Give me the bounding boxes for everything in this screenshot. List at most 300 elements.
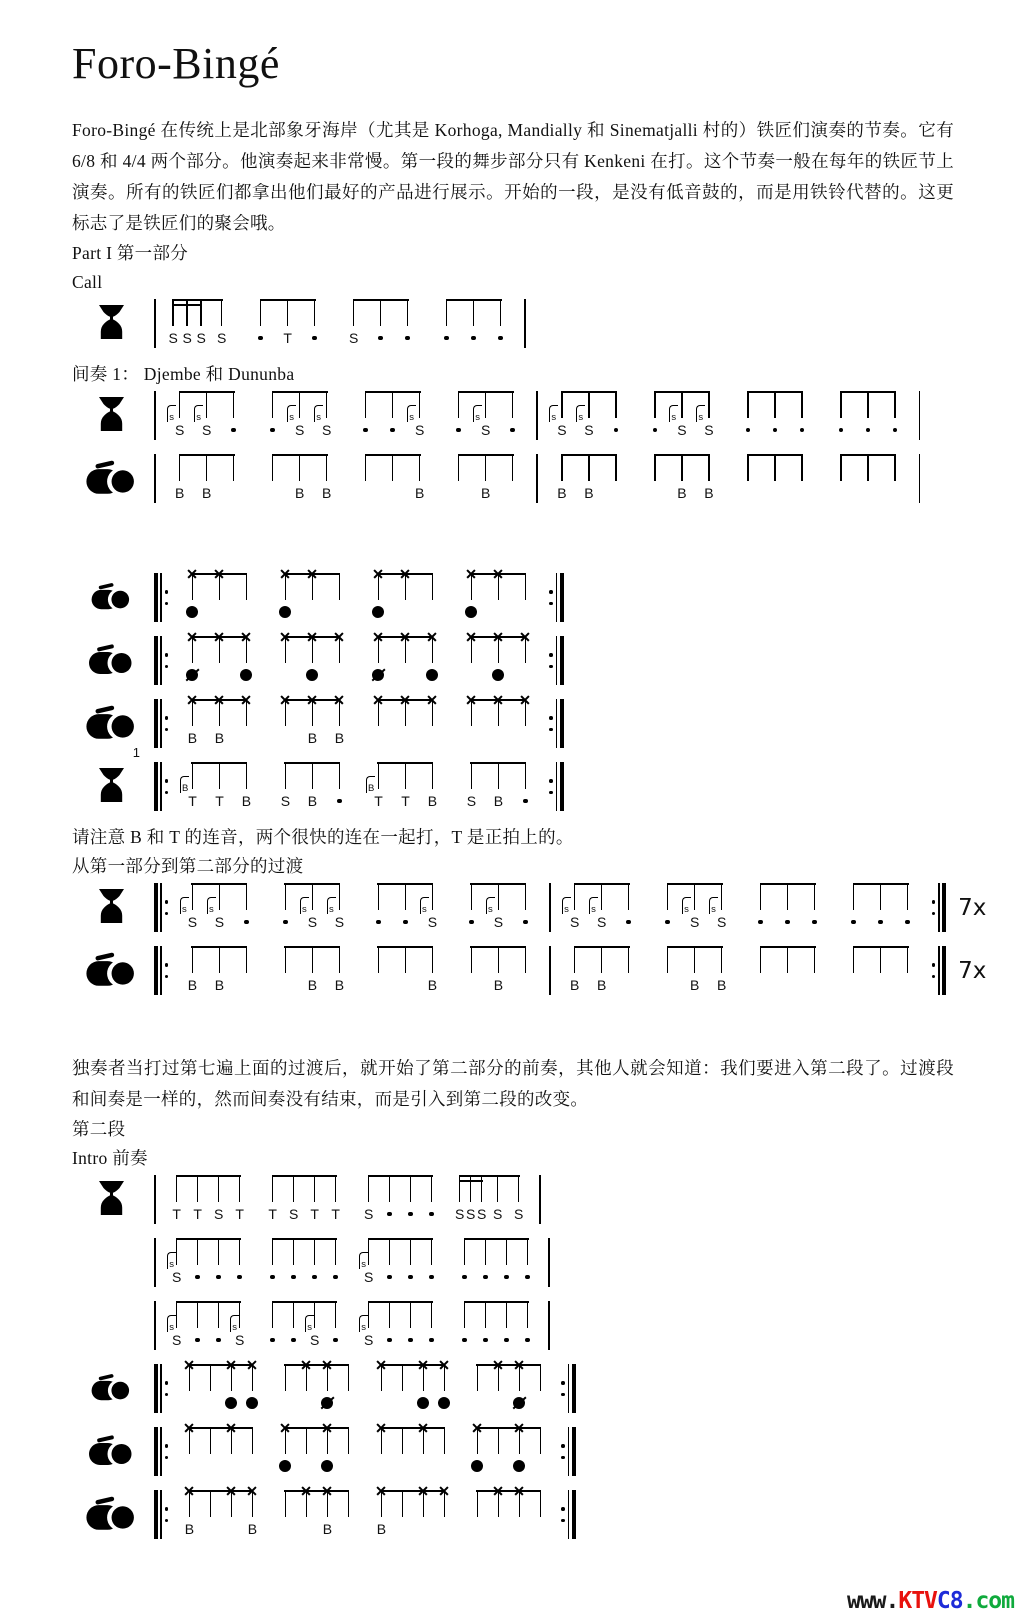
stemarea xyxy=(761,391,788,418)
sym: S xyxy=(493,1206,503,1222)
rdot xyxy=(165,963,169,967)
stemarea xyxy=(827,391,854,418)
restdot xyxy=(216,1275,221,1280)
bell-x-mark xyxy=(280,694,291,705)
grp xyxy=(548,454,629,503)
sym xyxy=(438,1393,450,1413)
stemarea xyxy=(179,762,206,794)
restdot xyxy=(429,1338,434,1343)
grp xyxy=(275,1427,359,1476)
sym xyxy=(363,420,368,440)
sym xyxy=(405,328,410,348)
sym xyxy=(800,420,805,440)
cell xyxy=(512,946,539,995)
bline xyxy=(560,699,564,748)
cell xyxy=(304,1301,325,1350)
stemarea xyxy=(788,391,815,418)
cell xyxy=(708,946,735,995)
stem xyxy=(239,1301,241,1328)
stem xyxy=(368,1238,370,1265)
cell xyxy=(413,1364,434,1413)
bline xyxy=(556,762,558,811)
cell xyxy=(286,391,313,440)
grp xyxy=(166,391,247,440)
bell-x-mark xyxy=(307,631,318,642)
grp xyxy=(458,946,539,995)
sym xyxy=(333,1330,338,1350)
stem xyxy=(339,762,341,789)
cell xyxy=(365,883,392,932)
cell xyxy=(487,299,514,348)
sangban-drum-icon-glyph xyxy=(88,642,134,676)
cell xyxy=(301,299,328,348)
barwrap xyxy=(153,1490,170,1539)
stemarea xyxy=(530,1427,551,1454)
bline xyxy=(942,946,946,995)
djembe-icon-glyph xyxy=(98,396,125,432)
bell-x-mark xyxy=(493,694,504,705)
stemarea xyxy=(317,1364,338,1391)
bline xyxy=(154,699,158,748)
stem xyxy=(458,454,460,481)
notation-row-sangban_44 xyxy=(72,1425,954,1488)
music xyxy=(150,1301,554,1350)
cell xyxy=(206,946,233,995)
stemarea xyxy=(458,573,485,600)
stem xyxy=(540,1490,542,1517)
stem xyxy=(312,762,314,789)
sym: S xyxy=(310,1332,320,1348)
slashbar xyxy=(513,1397,527,1410)
stem xyxy=(285,762,287,789)
stem xyxy=(721,946,723,973)
circ xyxy=(492,669,504,681)
bell-x-mark xyxy=(214,568,225,579)
bell-x-mark xyxy=(493,1485,504,1496)
cell xyxy=(454,1301,475,1350)
grp xyxy=(262,1175,346,1224)
grp xyxy=(365,573,446,622)
stem xyxy=(681,391,683,418)
stem xyxy=(272,454,274,481)
dununba-drum-icon-glyph xyxy=(85,703,137,741)
sym: T xyxy=(188,793,197,809)
stemarea xyxy=(496,1238,517,1265)
stemarea xyxy=(247,299,274,326)
cell xyxy=(262,1301,283,1350)
rdot xyxy=(165,665,169,669)
restdot xyxy=(800,428,805,433)
cell xyxy=(193,454,220,503)
sym xyxy=(462,1330,467,1350)
stemarea xyxy=(400,1301,421,1328)
circ xyxy=(240,669,252,681)
grp xyxy=(467,1364,551,1413)
stemarea xyxy=(275,1490,296,1517)
stem xyxy=(907,946,909,973)
watermark-segment: KTV xyxy=(898,1588,937,1614)
bell-x-mark xyxy=(214,631,225,642)
cell xyxy=(508,1175,529,1224)
cell xyxy=(561,883,588,932)
stemarea xyxy=(262,1238,283,1265)
cell xyxy=(512,573,539,622)
intro-paragraph: Foro-Bingé 在传统上是北部象牙海岸（尤其是 Korhoga, Mandially 和 Sinematjalli 村的）铁匠们演奏的节奏。它有 6/8 和 4/4 两个部分。他演奏起来非常慢。第一段的舞步部分只有 Kenkeni 在打。这个节奏一般在每年的铁匠节上演奏。所有的铁匠们都拿出他们最好的产品进行展示。开始的一段，是没有低音鼓的，而是用铁铃代替的。这更标志了是铁匠们的聚会哦。 xyxy=(72,120,954,233)
cell xyxy=(206,573,233,622)
stemarea xyxy=(421,1175,442,1202)
stem xyxy=(348,1364,350,1391)
dunun-m-drum-icon xyxy=(72,634,150,684)
cell xyxy=(220,454,247,503)
stemarea xyxy=(325,1238,346,1265)
grace-note: s xyxy=(327,897,336,914)
restdot xyxy=(387,1275,392,1280)
djembe-icon xyxy=(72,1173,150,1223)
sym: B xyxy=(493,977,504,993)
notation-row-interlude_dunun xyxy=(72,452,954,515)
cell xyxy=(187,1301,208,1350)
bline xyxy=(154,1427,158,1476)
note-text: 请注意 B 和 T 的连音，两个很快的连在一起打，T 是正拍上的。 xyxy=(72,827,574,847)
stem xyxy=(840,391,842,418)
sym: B xyxy=(322,1521,333,1537)
stemarea xyxy=(272,883,299,910)
stem xyxy=(432,883,434,910)
stemarea xyxy=(512,762,539,789)
sym xyxy=(626,912,631,932)
stemarea xyxy=(421,1301,442,1328)
rdot xyxy=(549,602,553,606)
restdot xyxy=(746,428,751,433)
restdot xyxy=(291,1275,296,1280)
stemarea xyxy=(512,699,539,726)
rdots xyxy=(165,1427,169,1476)
stemarea xyxy=(326,946,353,973)
stem xyxy=(285,883,287,910)
cell xyxy=(434,1490,455,1539)
cell xyxy=(530,1364,551,1413)
sym xyxy=(492,665,504,685)
sym: T xyxy=(310,1206,319,1222)
stem xyxy=(853,946,855,973)
cell xyxy=(272,636,299,685)
stem xyxy=(431,1175,433,1202)
stem xyxy=(218,1175,220,1202)
sym: T xyxy=(374,793,383,809)
stem xyxy=(378,883,380,910)
circ xyxy=(246,1397,258,1409)
notation-row-sangban_68 xyxy=(72,634,954,697)
restdot xyxy=(363,428,368,433)
barwrap xyxy=(930,946,947,995)
stemarea xyxy=(392,699,419,726)
stem xyxy=(410,1175,412,1202)
grp xyxy=(734,454,815,503)
sym xyxy=(525,1267,530,1287)
rdot xyxy=(165,1393,169,1397)
stem xyxy=(339,573,341,600)
stemarea xyxy=(206,946,233,973)
cell xyxy=(774,946,801,995)
stemarea xyxy=(221,1490,242,1517)
cell xyxy=(454,1238,475,1287)
restdot xyxy=(812,920,817,925)
bline xyxy=(160,946,162,995)
grp xyxy=(275,1490,359,1539)
bline xyxy=(154,636,158,685)
cell xyxy=(206,883,233,932)
stemarea xyxy=(206,573,233,600)
grace-note: s xyxy=(287,405,296,422)
notation-line-transition-djembe xyxy=(72,881,987,944)
restdot xyxy=(471,336,476,341)
cell xyxy=(206,762,233,811)
cell xyxy=(788,454,815,503)
sym xyxy=(665,912,670,932)
sym: T xyxy=(193,1206,202,1222)
stemarea xyxy=(747,946,774,973)
cell xyxy=(379,391,406,440)
bline xyxy=(160,883,162,932)
music xyxy=(150,1364,580,1413)
sym: B xyxy=(334,730,345,746)
stem xyxy=(747,454,749,481)
cell xyxy=(867,946,894,995)
rdot xyxy=(165,779,169,783)
stem xyxy=(444,1427,446,1454)
bline xyxy=(556,636,558,685)
restdot xyxy=(758,920,763,925)
sym xyxy=(498,328,503,348)
rdot xyxy=(561,1519,565,1523)
cell xyxy=(485,636,512,685)
cell xyxy=(208,1301,229,1350)
sym: B xyxy=(247,1521,258,1537)
cell xyxy=(313,391,340,440)
cell xyxy=(326,573,353,622)
stemarea xyxy=(548,391,575,423)
cell xyxy=(317,1364,338,1413)
bline xyxy=(938,883,940,932)
stemarea xyxy=(413,1427,434,1454)
bell-x-mark xyxy=(427,694,438,705)
cell xyxy=(392,573,419,622)
grp xyxy=(641,454,722,503)
stemarea xyxy=(548,454,575,481)
djembe-icon-glyph xyxy=(98,304,125,340)
barwrap xyxy=(548,573,565,622)
stemarea xyxy=(668,454,695,481)
cell xyxy=(530,1427,551,1476)
cell xyxy=(275,1364,296,1413)
rdots xyxy=(165,699,169,748)
stemarea xyxy=(445,454,472,481)
rdot xyxy=(165,653,169,657)
bline xyxy=(572,1427,576,1476)
notation-row-djembe1_68 xyxy=(72,745,954,823)
cell xyxy=(272,883,299,932)
stem xyxy=(471,883,473,910)
stem xyxy=(708,454,710,481)
sym xyxy=(905,912,910,932)
grace-note: s xyxy=(359,1252,368,1269)
stemarea xyxy=(274,299,301,326)
stem xyxy=(774,391,776,418)
stem xyxy=(512,391,514,418)
transition-label: 从第一部分到第二部分的过渡 xyxy=(72,856,304,876)
rdot xyxy=(561,1507,565,1511)
sym: B xyxy=(307,793,318,809)
music xyxy=(150,299,530,348)
stemarea xyxy=(242,1364,263,1391)
stem xyxy=(527,1238,529,1265)
cell xyxy=(894,883,921,932)
stem xyxy=(506,1301,508,1328)
sym xyxy=(471,328,476,348)
watermark xyxy=(847,1588,1014,1614)
restdot xyxy=(851,920,856,925)
rdot xyxy=(165,590,169,594)
stemarea xyxy=(512,636,539,663)
grace-note: B xyxy=(180,776,189,793)
stemarea xyxy=(206,883,233,915)
cell xyxy=(761,454,788,503)
cell xyxy=(286,454,313,503)
bline xyxy=(568,1364,570,1413)
dunun-l-drum-icon xyxy=(72,452,150,502)
cell xyxy=(304,1238,325,1287)
sym: T xyxy=(283,330,292,346)
stem xyxy=(407,299,409,326)
music xyxy=(150,762,568,811)
muted-circle xyxy=(186,669,198,681)
stem xyxy=(314,1301,316,1328)
stemarea xyxy=(654,883,681,910)
sym xyxy=(195,1330,200,1350)
cell xyxy=(179,1364,200,1413)
cell xyxy=(180,299,194,348)
stem xyxy=(628,946,630,973)
circ xyxy=(438,1397,450,1409)
stem xyxy=(431,1301,433,1328)
sym xyxy=(851,912,856,932)
rdot xyxy=(165,1507,169,1511)
stem xyxy=(219,762,221,789)
stem xyxy=(206,454,208,481)
notation-line-djembe1-68 xyxy=(72,745,954,823)
stem xyxy=(335,1175,337,1202)
restdot xyxy=(216,1338,221,1343)
rdot xyxy=(561,1393,565,1397)
barwrap xyxy=(153,699,170,748)
stemarea xyxy=(602,391,629,418)
stem xyxy=(176,1175,178,1202)
cell xyxy=(296,1490,317,1539)
stem xyxy=(365,454,367,481)
notation-line-intro-djembe-2 xyxy=(72,1236,954,1299)
sym xyxy=(469,912,474,932)
stem xyxy=(628,883,630,910)
cell xyxy=(187,1175,208,1224)
stemarea xyxy=(467,1490,488,1517)
stem xyxy=(787,946,789,973)
cell xyxy=(496,1238,517,1287)
interlude-label: 间奏 1： Djembe 和 Dununba xyxy=(72,364,295,384)
grace-note: s xyxy=(682,897,691,914)
grp xyxy=(262,1301,346,1350)
sym xyxy=(523,912,528,932)
stemarea xyxy=(166,454,193,481)
stem xyxy=(721,883,723,910)
rdot xyxy=(165,716,169,720)
grp xyxy=(371,1490,455,1539)
stem xyxy=(179,454,181,481)
restdot xyxy=(462,1338,467,1343)
bline xyxy=(154,1490,158,1539)
circ xyxy=(186,606,198,618)
sym xyxy=(513,1393,525,1413)
sym xyxy=(321,1456,333,1476)
stem xyxy=(498,946,500,973)
stem xyxy=(518,1175,520,1202)
grp xyxy=(262,1238,346,1287)
sym xyxy=(306,665,318,685)
stemarea xyxy=(233,636,260,663)
restdot xyxy=(408,1275,413,1280)
restdot xyxy=(337,799,342,804)
cell xyxy=(325,1301,346,1350)
restdot xyxy=(665,920,670,925)
bell-x-mark xyxy=(334,631,345,642)
section-gap xyxy=(72,515,954,571)
bell-x-mark xyxy=(322,1359,333,1370)
bline xyxy=(938,946,940,995)
bline xyxy=(160,1490,162,1539)
rdot xyxy=(932,912,936,916)
bline xyxy=(560,573,564,622)
kenkeni-drum-icon-glyph xyxy=(91,1372,131,1402)
cell xyxy=(274,299,301,348)
grp xyxy=(166,299,235,348)
stemarea xyxy=(801,946,828,973)
circ xyxy=(465,606,477,618)
bell-x-mark xyxy=(373,694,384,705)
bline xyxy=(154,1301,156,1350)
cell xyxy=(166,1175,187,1224)
stem xyxy=(432,946,434,973)
stemarea xyxy=(200,1427,221,1454)
stem xyxy=(588,454,590,481)
grp xyxy=(179,762,260,811)
cell xyxy=(272,699,299,748)
sym xyxy=(785,912,790,932)
stemarea xyxy=(379,454,406,481)
stemarea xyxy=(641,454,668,481)
stemarea xyxy=(419,883,446,915)
djembe-icon-glyph xyxy=(98,888,125,924)
stemarea xyxy=(434,1490,455,1517)
stemarea xyxy=(317,1427,338,1454)
cell xyxy=(419,883,446,932)
stemarea xyxy=(392,946,419,973)
cell xyxy=(894,946,921,995)
stem xyxy=(506,1238,508,1265)
sym: B xyxy=(376,1521,387,1537)
stem xyxy=(176,1301,178,1328)
stemarea xyxy=(299,762,326,789)
stemarea xyxy=(392,762,419,789)
restdot xyxy=(866,428,871,433)
